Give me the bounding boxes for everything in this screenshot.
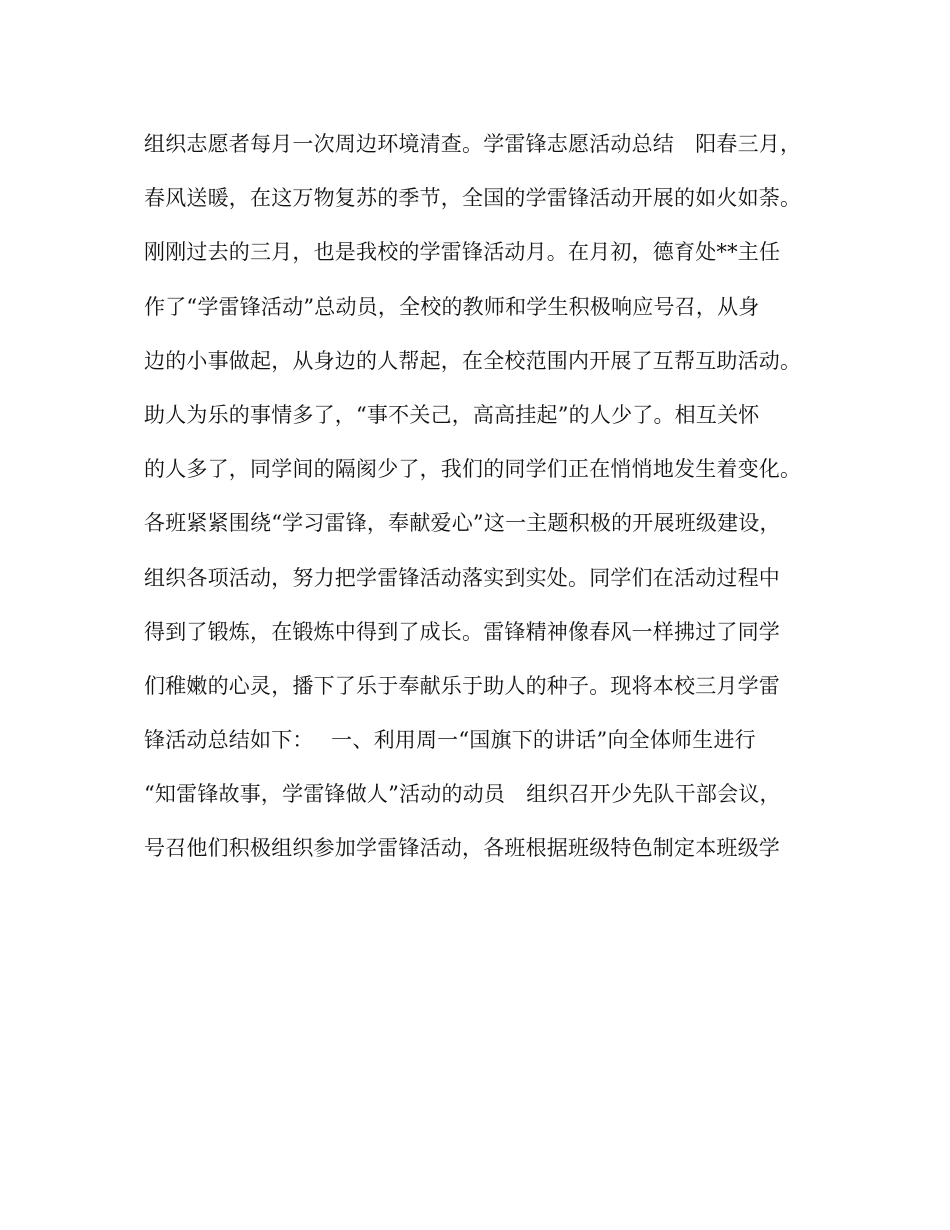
text-line: 们稚嫩的心灵，播下了乐于奉献乐于助人的种子。现将本校三月学雷 [144,673,780,698]
text-line: 边的小事做起，从身边的人帮起，在全校范围内开展了互帮互助活动。 [144,348,802,373]
text-line: 得到了锻炼，在锻炼中得到了成长。雷锋精神像春风一样拂过了同学 [144,619,780,644]
text-line: 作了“学雷锋活动”总动员，全校的教师和学生积极响应号召，从身 [144,294,760,319]
text-line: “知雷锋故事，学雷锋做人”活动的动员 组织召开少先队干部会议， [144,782,781,807]
text-line: 的人多了，同学间的隔阂少了，我们的同学们正在悄悄地发生着变化。 [144,457,802,482]
text-line: 组织各项活动，努力把学雷锋活动落实到实处。同学们在活动过程中 [144,565,780,590]
body-text [144,124,814,883]
text-line: 各班紧紧围绕“学习雷锋，奉献爱心”这一主题积极的开展班级建设， [144,511,781,536]
text-line: 号召他们积极组织参加学雷锋活动，各班根据班级特色制定本班级学 [144,836,780,861]
text-line: 锋活动总结如下： 一、利用周一“国旗下的讲话”向全体师生进行 [144,728,756,753]
text-line: 春风送暖，在这万物复苏的季节，全国的学雷锋活动开展的如火如荼。 [144,186,802,211]
text-line: 刚刚过去的三月，也是我校的学雷锋活动月。在月初，德育处**主任 [144,240,781,265]
text-line: 助人为乐的事情多了，“事不关己，高高挂起”的人少了。相互关怀 [144,402,760,427]
text-line: 组织志愿者每月一次周边环境清查。学雷锋志愿活动总结 阳春三月， [144,132,802,156]
